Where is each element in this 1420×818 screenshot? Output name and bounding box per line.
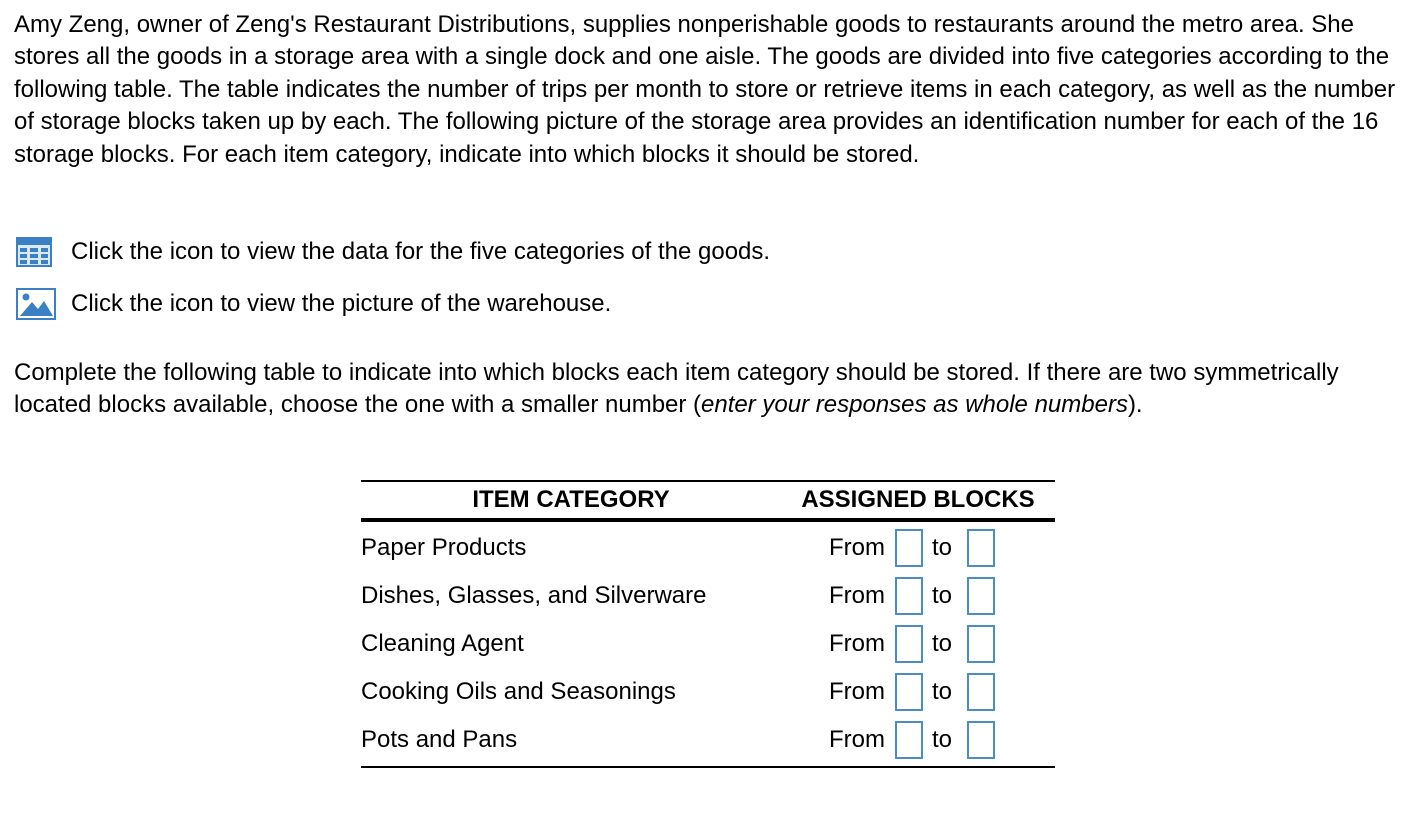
to-label: to	[931, 726, 952, 753]
assigned-blocks-cell	[829, 577, 995, 615]
from-label: From	[829, 678, 885, 705]
header-assigned-blocks: ASSIGNED BLOCKS	[801, 486, 1035, 513]
from-block-input[interactable]	[895, 721, 923, 759]
item-category-cell: Cleaning Agent	[361, 630, 524, 657]
assigned-blocks-cell	[829, 625, 995, 663]
item-category-cell: Pots and Pans	[361, 726, 518, 753]
item-category-cell: Dishes, Glasses, and Silverware	[361, 582, 707, 609]
problem-statement: Amy Zeng, owner of Zeng's Restaurant Distributions, supplies nonperishable goods to restaurants around the metro area. She stores all the goods in a storage area with a single dock and one aisle. The goods are divided into five categories according to the following table. The table indicates the number of trips per month to store or retrieve items in each category, as well as the number of storage blocks taken up by each. The following picture of the storage area provides an identification number for each of the 16 storage blocks. For each item category, indicate into which blocks it should be stored.	[14, 11, 1396, 168]
to-block-input[interactable]	[967, 721, 995, 759]
table-row	[361, 572, 1055, 620]
from-label: From	[829, 534, 885, 561]
instructions	[14, 357, 1410, 422]
header-item-category: ITEM CATEGORY	[472, 486, 670, 513]
image-icon[interactable]	[16, 288, 56, 320]
data-link-row	[16, 234, 770, 270]
table-row	[361, 716, 1055, 764]
instructions-text: Complete the following table to indicate into which blocks each item category should be stored. If there are two symmetrically located blocks available, choose the one with a smaller number (	[14, 359, 1339, 419]
to-label: to	[931, 678, 952, 705]
picture-link-text: Click the icon to view the picture of the warehouse.	[71, 290, 612, 317]
table-row	[361, 668, 1055, 716]
from-label: From	[829, 726, 885, 753]
from-block-input[interactable]	[895, 529, 923, 567]
item-category-cell: Paper Products	[361, 534, 527, 561]
instructions-emphasis: enter your responses as whole numbers	[701, 391, 1128, 419]
answer-table	[361, 480, 1055, 768]
table-row	[361, 620, 1055, 668]
picture-link-row	[16, 286, 611, 322]
assigned-blocks-cell	[829, 721, 995, 759]
to-block-input[interactable]	[967, 673, 995, 711]
table-bottom-rule	[361, 766, 1055, 768]
to-label: to	[931, 534, 952, 561]
to-block-input[interactable]	[967, 625, 995, 663]
to-block-input[interactable]	[967, 529, 995, 567]
from-block-input[interactable]	[895, 673, 923, 711]
from-block-input[interactable]	[895, 625, 923, 663]
data-link-text: Click the icon to view the data for the five categories of the goods.	[71, 238, 771, 265]
table-header	[361, 482, 1055, 518]
from-label: From	[829, 630, 885, 657]
to-label: to	[931, 582, 952, 609]
from-block-input[interactable]	[895, 577, 923, 615]
item-category-cell: Cooking Oils and Seasonings	[361, 678, 676, 705]
table-body	[361, 522, 1055, 766]
from-label: From	[829, 582, 885, 609]
to-block-input[interactable]	[967, 577, 995, 615]
table-icon[interactable]	[16, 236, 56, 268]
assigned-blocks-cell	[829, 673, 995, 711]
assigned-blocks-cell	[829, 529, 995, 567]
instructions-tail: ).	[1127, 391, 1143, 419]
to-label: to	[931, 630, 952, 657]
table-row	[361, 524, 1055, 572]
